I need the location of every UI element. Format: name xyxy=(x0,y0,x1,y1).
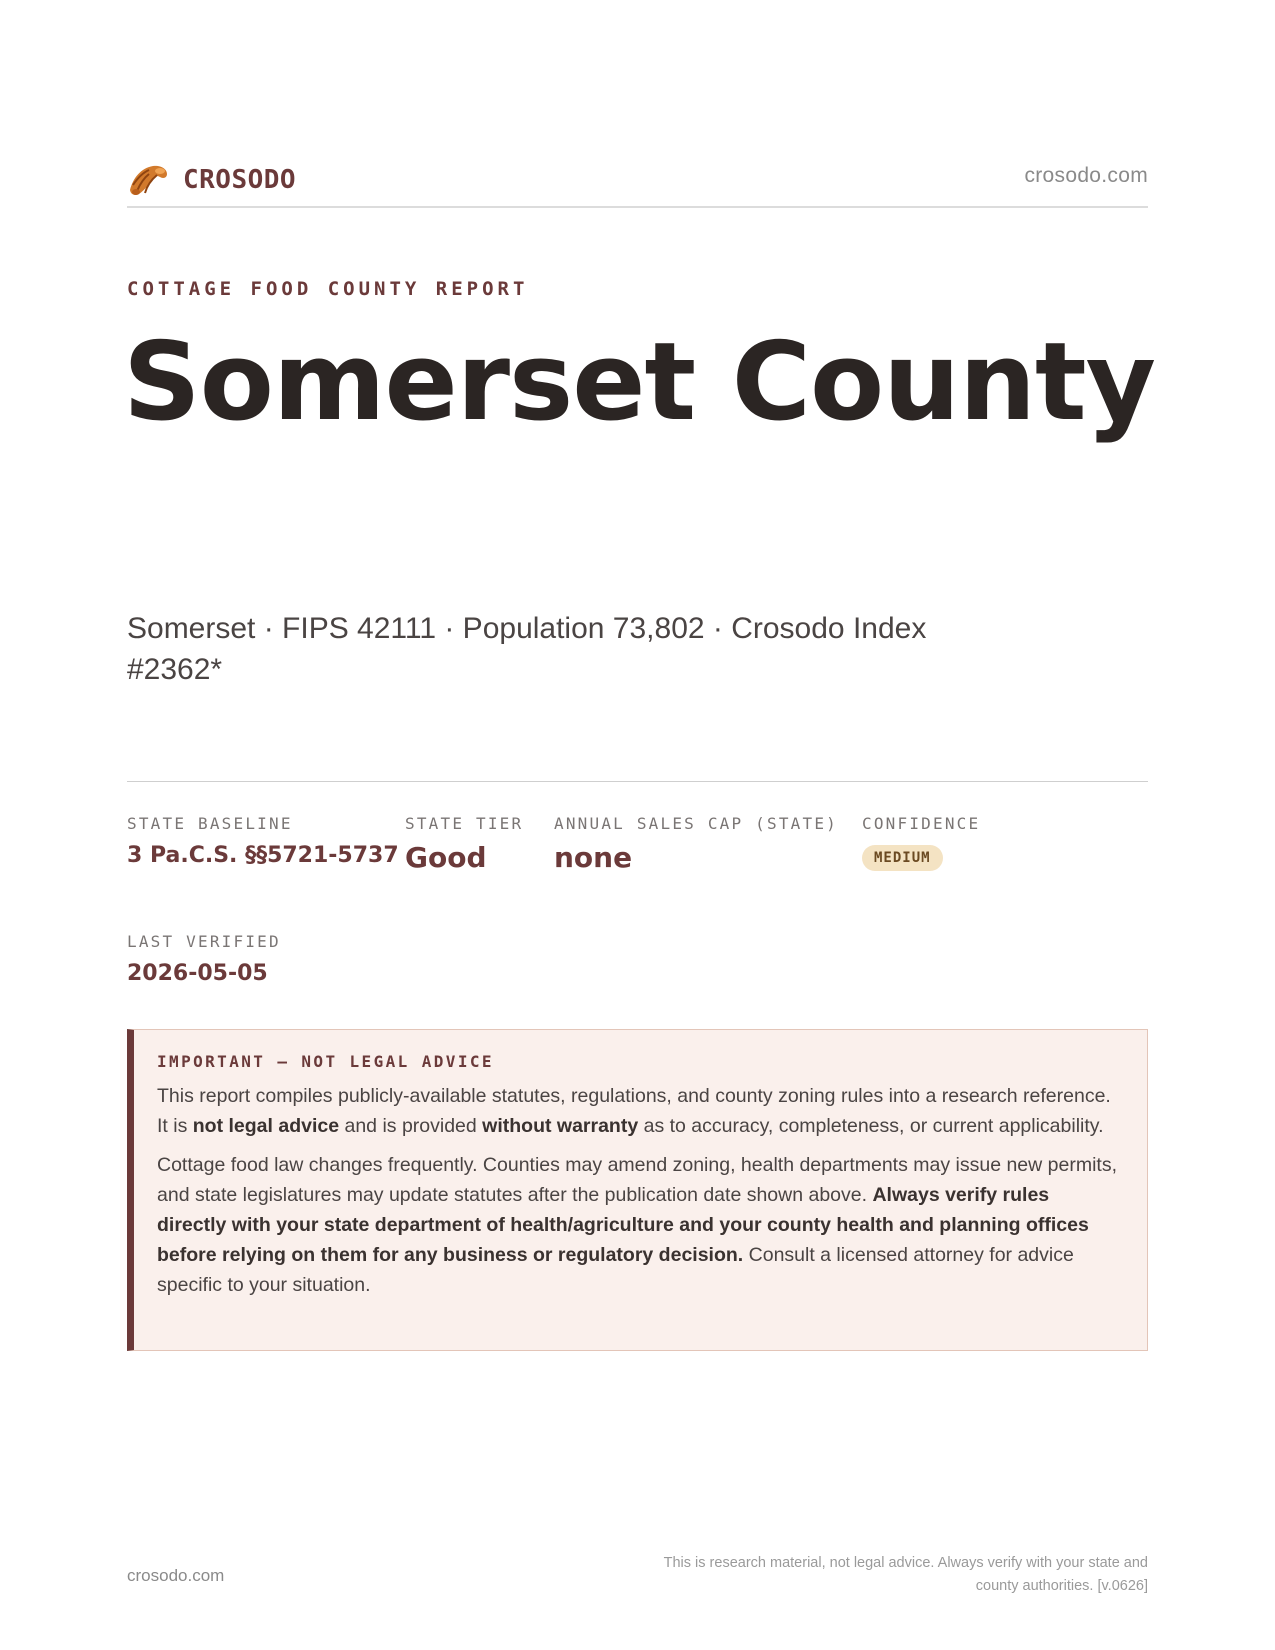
stat-annual-sales-cap xyxy=(554,814,838,874)
brand[interactable] xyxy=(127,160,296,200)
report-eyebrow: COTTAGE FOOD COUNTY REPORT xyxy=(127,278,529,300)
stat-value: none xyxy=(554,841,633,874)
stat-value: Good xyxy=(405,841,487,874)
brand-name: CROSODO xyxy=(183,165,297,195)
stat-label: ANNUAL SALES CAP (STATE) xyxy=(554,814,838,833)
disclaimer-emphasis: Always verify rules directly with your state department of health/agriculture and your county health and planning offices before relying on them for any business or regulatory decision. xyxy=(157,1184,1089,1266)
report-page xyxy=(123,0,1156,1650)
page-header xyxy=(127,158,1148,208)
page-title: Somerset County xyxy=(123,320,1156,445)
disclaimer-text: Consult a licensed attorney for advice specific to your situation. xyxy=(157,1244,1074,1296)
disclaimer-emphasis: not legal advice xyxy=(192,1115,340,1137)
disclaimer-text: as to accuracy, completeness, or current applicability. xyxy=(638,1115,1104,1137)
stat-confidence xyxy=(862,814,980,871)
footer-note: This is research material, not legal advice. Always verify with your state and county authorities. [v.0626] xyxy=(663,1555,1148,1594)
confidence-badge: MEDIUM xyxy=(862,845,943,871)
stat-label: STATE TIER xyxy=(405,814,524,833)
disclaimer-paragraph xyxy=(157,1150,1123,1300)
stat-value: 3 Pa.C.S. §§5721-5737 xyxy=(127,843,399,868)
footer-site-url[interactable]: crosodo.com xyxy=(127,1566,225,1585)
disclaimer-emphasis: without warranty xyxy=(482,1115,639,1137)
disclaimer-text: Cottage food law changes frequently. Counties may amend zoning, health departments may issue new permits, and state legislatures may update statutes after the publication date shown above. xyxy=(157,1154,1117,1206)
stat-label: CONFIDENCE xyxy=(862,814,981,833)
section-divider xyxy=(127,781,1148,782)
stat-state-baseline xyxy=(127,814,399,868)
stat-label: STATE BASELINE xyxy=(127,814,293,833)
disclaimer-paragraph xyxy=(157,1081,1123,1141)
croissant-icon xyxy=(127,160,169,200)
stat-label: LAST VERIFIED xyxy=(127,932,281,951)
stat-last-verified xyxy=(127,932,281,986)
site-url-link[interactable]: crosodo.com xyxy=(1024,164,1148,187)
stat-value: 2026-05-05 xyxy=(127,961,268,986)
county-subtitle: Somerset · FIPS 42111 · Population 73,802 · Crosodo Index #2362* xyxy=(127,612,927,686)
disclaimer-text: and is provided xyxy=(339,1115,483,1137)
stat-state-tier xyxy=(405,814,523,874)
disclaimer-heading: IMPORTANT — NOT LEGAL ADVICE xyxy=(157,1052,494,1071)
legal-disclaimer-box xyxy=(127,1029,1148,1351)
disclaimer-text: This report compiles publicly-available statutes, regulations, and county zoning rules into a research reference. It is xyxy=(157,1085,1111,1137)
